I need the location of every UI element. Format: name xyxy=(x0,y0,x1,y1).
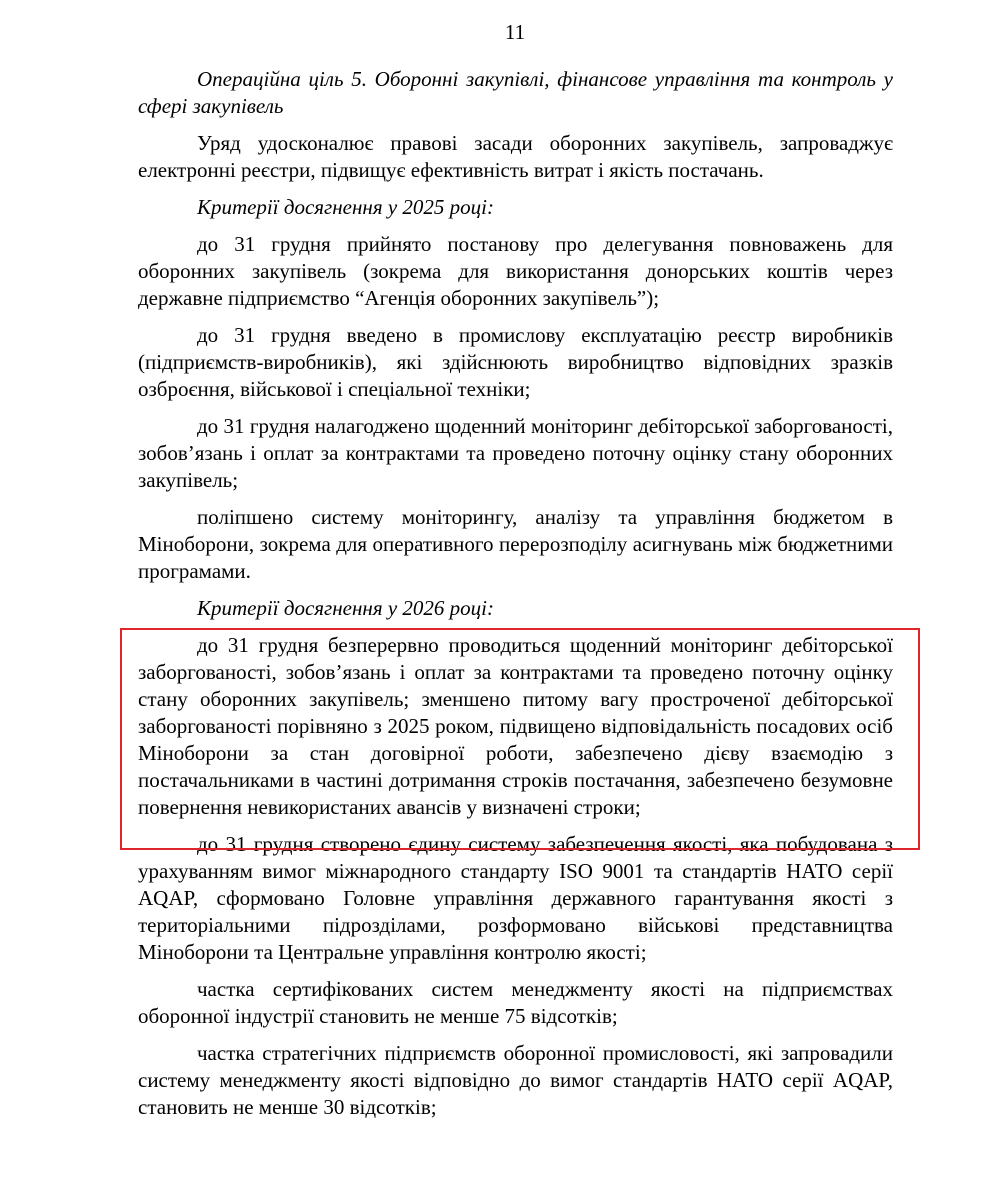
criteria-2025-item-3: до 31 грудня налагоджено щоденний моніторинг дебіторської заборгованості, зобов’язань і оплат за контрактами та проведено поточну оцінку стану оборонних закупівель; xyxy=(138,414,893,492)
page-number: 11 xyxy=(504,20,526,44)
criteria-2026-item-2: до 31 грудня створено єдину систему забезпечення якості, яка побудована з урахуванням вимог міжнародного стандарту ISO 9001 та стандартів НАТО серії AQAP, сформовано Головне управління державного гарантування якості з територіальними підрозділами, розформовано військові представництва Міноборони та Центральне управління контролю якості; xyxy=(138,832,893,964)
criteria-2026-item-1-highlighted: до 31 грудня безперервно проводиться щоденний моніторинг дебіторської заборгованості, зобов’язань і оплат за контрактами та проведено поточну оцінку стану оборонних закупівель; зменшено питому вагу простроченої дебіторської заборгованості порівняно з 2025 роком, підвищено відповідальність посадових осіб Міноборони за стан договірної роботи, забезпечено дієву взаємодію з постачальниками в частині дотримання строків постачання, забезпечено безумовне повернення невикористаних авансів у визначені строки; xyxy=(138,633,893,819)
criteria-2026-heading: Критерії досягнення у 2026 році: xyxy=(197,596,494,620)
section-heading: Операційна ціль 5. Оборонні закупівлі, фінансове управління та контроль у сфері закупівель xyxy=(138,67,893,118)
document-body xyxy=(138,66,893,1131)
criteria-2025-heading: Критерії досягнення у 2025 році: xyxy=(197,195,494,219)
criteria-2026-item-3: частка сертифікованих систем менеджменту якості на підприємствах оборонної індустрії становить не менше 75 відсотків; xyxy=(138,977,893,1028)
criteria-2025-item-1: до 31 грудня прийнято постанову про делегування повноважень для оборонних закупівель (зокрема для використання донорських коштів через державне підприємство “Агенція оборонних закупівель”); xyxy=(138,232,893,310)
criteria-2026-item-4: частка стратегічних підприємств оборонної промисловості, які запровадили систему менеджменту якості відповідно до вимог стандартів НАТО серії AQAP, становить не менше 30 відсотків; xyxy=(138,1041,893,1119)
criteria-2025-item-4: поліпшено систему моніторингу, аналізу та управління бюджетом в Міноборони, зокрема для оперативного перерозподілу асигнувань між бюджетними програмами. xyxy=(138,505,893,583)
section-intro: Уряд удосконалює правові засади оборонних закупівель, запроваджує електронні реєстри, підвищує ефективність витрат і якість постачань. xyxy=(138,131,893,182)
criteria-2025-item-2: до 31 грудня введено в промислову експлуатацію реєстр виробників (підприємств-виробників), які здійснюють виробництво відповідних зразків озброєння, військової і спеціальної техніки; xyxy=(138,323,893,401)
